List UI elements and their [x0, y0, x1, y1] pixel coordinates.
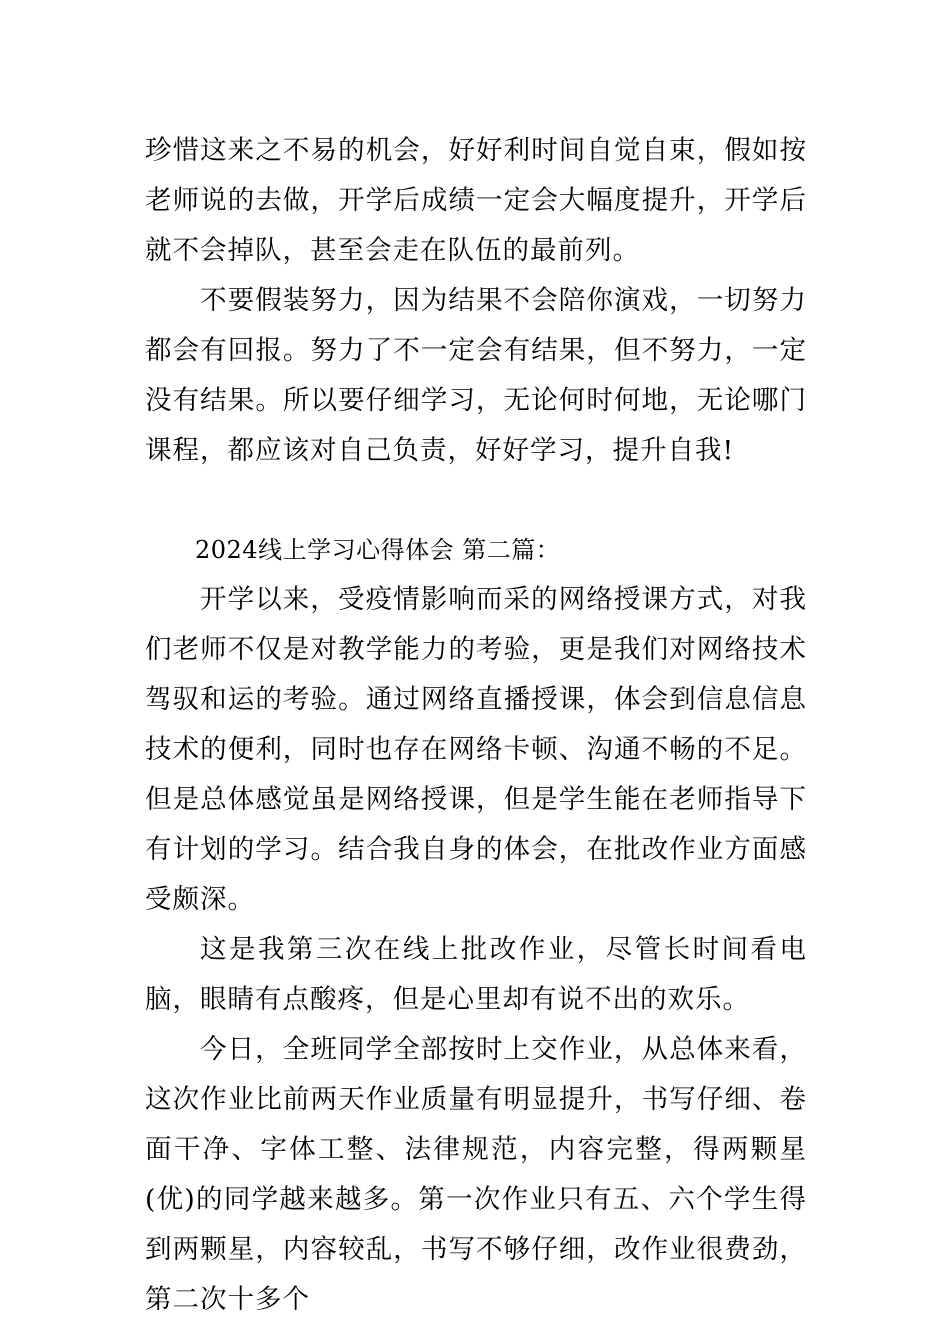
section-title: 2024线上学习心得体会 第二篇：: [195, 536, 561, 564]
paragraph: 不要假装努力，因为结果不会陪你演戏，一切努力都会有回报。努力了不一定会有结果，但不努力，一定没有结果。所以要仔细学习，无论何时何地，无论哪门课程，都应该对自己负责，好好学习，提升自我!: [145, 285, 807, 466]
paragraph-continued: 珍惜这来之不易的机会，好好利时间自觉自束，假如按老师说的去做，开学后成绩一定会大幅度提升，开学后就不会掉队，甚至会走在队伍的最前列。: [145, 135, 807, 266]
document-body: [145, 126, 807, 1325]
paragraph: 今日，全班同学全部按时上交作业，从总体来看，这次作业比前两天作业质量有明显提升，书写仔细、卷面干净、字体工整、法律规范，内容完整，得两颗星(优)的同学越来越多。第一次作业只有五、六个学生得到两颗星，内容较乱，书写不够仔细，改作业很费劲，第二次十多个: [145, 1034, 807, 1315]
paragraph: 这是我第三次在线上批改作业，尽管长时间看电脑，眼睛有点酸疼，但是心里却有说不出的欢乐。: [145, 934, 807, 1015]
paragraph: 开学以来，受疫情影响而采的网络授课方式，对我们老师不仅是对教学能力的考验，更是我们对网络技术驾驭和运的考验。通过网络直播授课，体会到信息信息技术的便利，同时也存在网络卡顿、沟通不畅的不足。但是总体感觉虽是网络授课，但是学生能在老师指导下有计划的学习。结合我自身的体会，在批改作业方面感受颇深。: [145, 584, 807, 915]
